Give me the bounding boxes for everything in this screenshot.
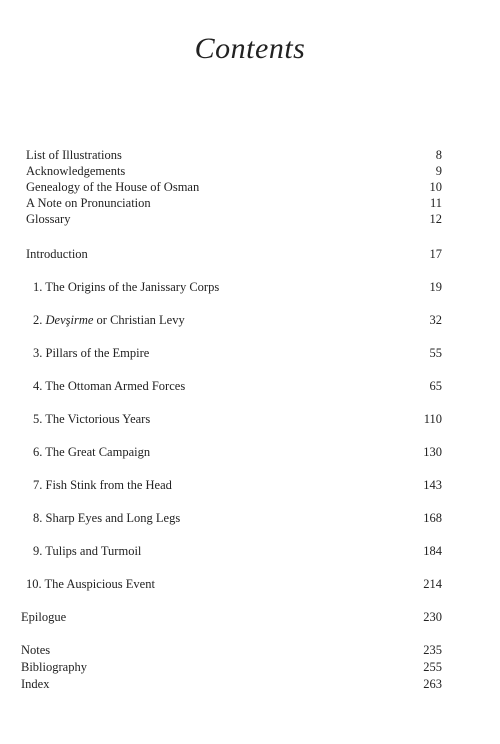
toc-entry-introduction <box>26 247 442 262</box>
toc-entry-page: 32 <box>429 313 442 327</box>
toc-entry-chapter-7 <box>33 478 442 493</box>
toc-entry-notes <box>21 643 442 658</box>
chapter-number: 7. <box>33 478 43 492</box>
toc-entry-page: 11 <box>429 196 442 210</box>
toc-entry-label <box>33 313 185 328</box>
toc-entry-page: 168 <box>423 511 442 525</box>
chapter-title: The Victorious Years <box>45 412 151 426</box>
chapter-number: 6. <box>33 445 43 459</box>
toc-entry-label: Acknowledgements <box>26 164 126 178</box>
toc-entry-label: Bibliography <box>21 660 87 674</box>
chapter-number: 10. <box>26 577 42 591</box>
toc-entry-index <box>21 677 442 692</box>
toc-entry-page: 263 <box>423 677 442 691</box>
toc-entry-page: 17 <box>429 247 442 261</box>
chapter-title: The Great Campaign <box>45 445 151 459</box>
toc-entry-page: 110 <box>423 412 442 426</box>
toc-entry-page: 230 <box>423 610 442 624</box>
toc-entry-note-on-pronunciation <box>26 196 442 211</box>
toc-entry-label <box>33 544 141 559</box>
chapter-number: 4. <box>33 379 43 393</box>
toc-entry-label <box>33 379 185 394</box>
chapter-title: The Auspicious Event <box>44 577 155 591</box>
toc-entry-label: Index <box>21 677 50 691</box>
toc-entry-label <box>33 445 150 460</box>
toc-entry-label: Epilogue <box>21 610 67 624</box>
toc-entry-chapter-9 <box>33 544 442 559</box>
toc-entry-label <box>33 280 219 295</box>
toc-entry-chapter-10 <box>26 577 442 592</box>
toc-entry-label <box>33 412 150 427</box>
chapter-title-rest: or Christian Levy <box>93 313 185 327</box>
toc-entry-page: 235 <box>423 643 442 657</box>
toc-entry-page: 55 <box>429 346 442 360</box>
toc-entry-epilogue <box>21 610 442 625</box>
toc-entry-chapter-1 <box>33 280 442 295</box>
toc-entry-label: Introduction <box>26 247 88 261</box>
chapter-title: The Origins of the Janissary Corps <box>45 280 220 294</box>
chapter-number: 8. <box>33 511 43 525</box>
chapter-number: 3. <box>33 346 43 360</box>
chapter-number: 1. <box>33 280 43 294</box>
toc-entry-chapter-8 <box>33 511 442 526</box>
chapter-title-italic: Devşirme <box>45 313 94 327</box>
chapter-number: 9. <box>33 544 43 558</box>
toc-entry-page: 12 <box>429 212 442 226</box>
toc-entry-label <box>33 511 180 526</box>
chapter-title: The Ottoman Armed Forces <box>45 379 186 393</box>
toc-entry-chapter-6 <box>33 445 442 460</box>
toc-entry-page: 9 <box>435 164 442 178</box>
chapter-title: Tulips and Turmoil <box>45 544 142 558</box>
toc-entry-label: A Note on Pronunciation <box>26 196 151 210</box>
page-title: Contents <box>194 32 306 65</box>
toc-entry-label <box>33 346 149 361</box>
chapter-title: Pillars of the Empire <box>45 346 150 360</box>
toc-entry-label: Genealogy of the House of Osman <box>26 180 200 194</box>
chapter-title: Fish Stink from the Head <box>45 478 172 492</box>
toc-entry-page: 255 <box>423 660 442 674</box>
toc-entry-page: 214 <box>423 577 442 591</box>
toc-entry-page: 65 <box>429 379 442 393</box>
toc-entry-page: 184 <box>423 544 442 558</box>
toc-entry-label: Glossary <box>26 212 71 226</box>
toc-entry-genealogy <box>26 180 442 195</box>
toc-entry-chapter-5 <box>33 412 442 427</box>
toc-entry-bibliography <box>21 660 442 675</box>
toc-entry-label: List of Illustrations <box>26 148 122 162</box>
toc-entry-chapter-4 <box>33 379 442 394</box>
chapter-number: 2. <box>33 313 43 327</box>
toc-entry-page: 19 <box>429 280 442 294</box>
chapter-title: Sharp Eyes and Long Legs <box>45 511 181 525</box>
toc-entry-page: 8 <box>435 148 442 162</box>
toc-entry-label: Notes <box>21 643 51 657</box>
toc-entry-label <box>33 478 172 493</box>
toc-entry-glossary <box>26 212 442 227</box>
toc-entry-label <box>26 577 155 592</box>
toc-entry-list-of-illustrations <box>26 148 442 163</box>
toc-entry-chapter-3 <box>33 346 442 361</box>
chapter-number: 5. <box>33 412 43 426</box>
toc-entry-chapter-2 <box>33 313 442 328</box>
toc-entry-page: 10 <box>429 180 442 194</box>
toc-entry-page: 143 <box>423 478 442 492</box>
toc-entry-acknowledgements <box>26 164 442 179</box>
toc-entry-page: 130 <box>423 445 442 459</box>
